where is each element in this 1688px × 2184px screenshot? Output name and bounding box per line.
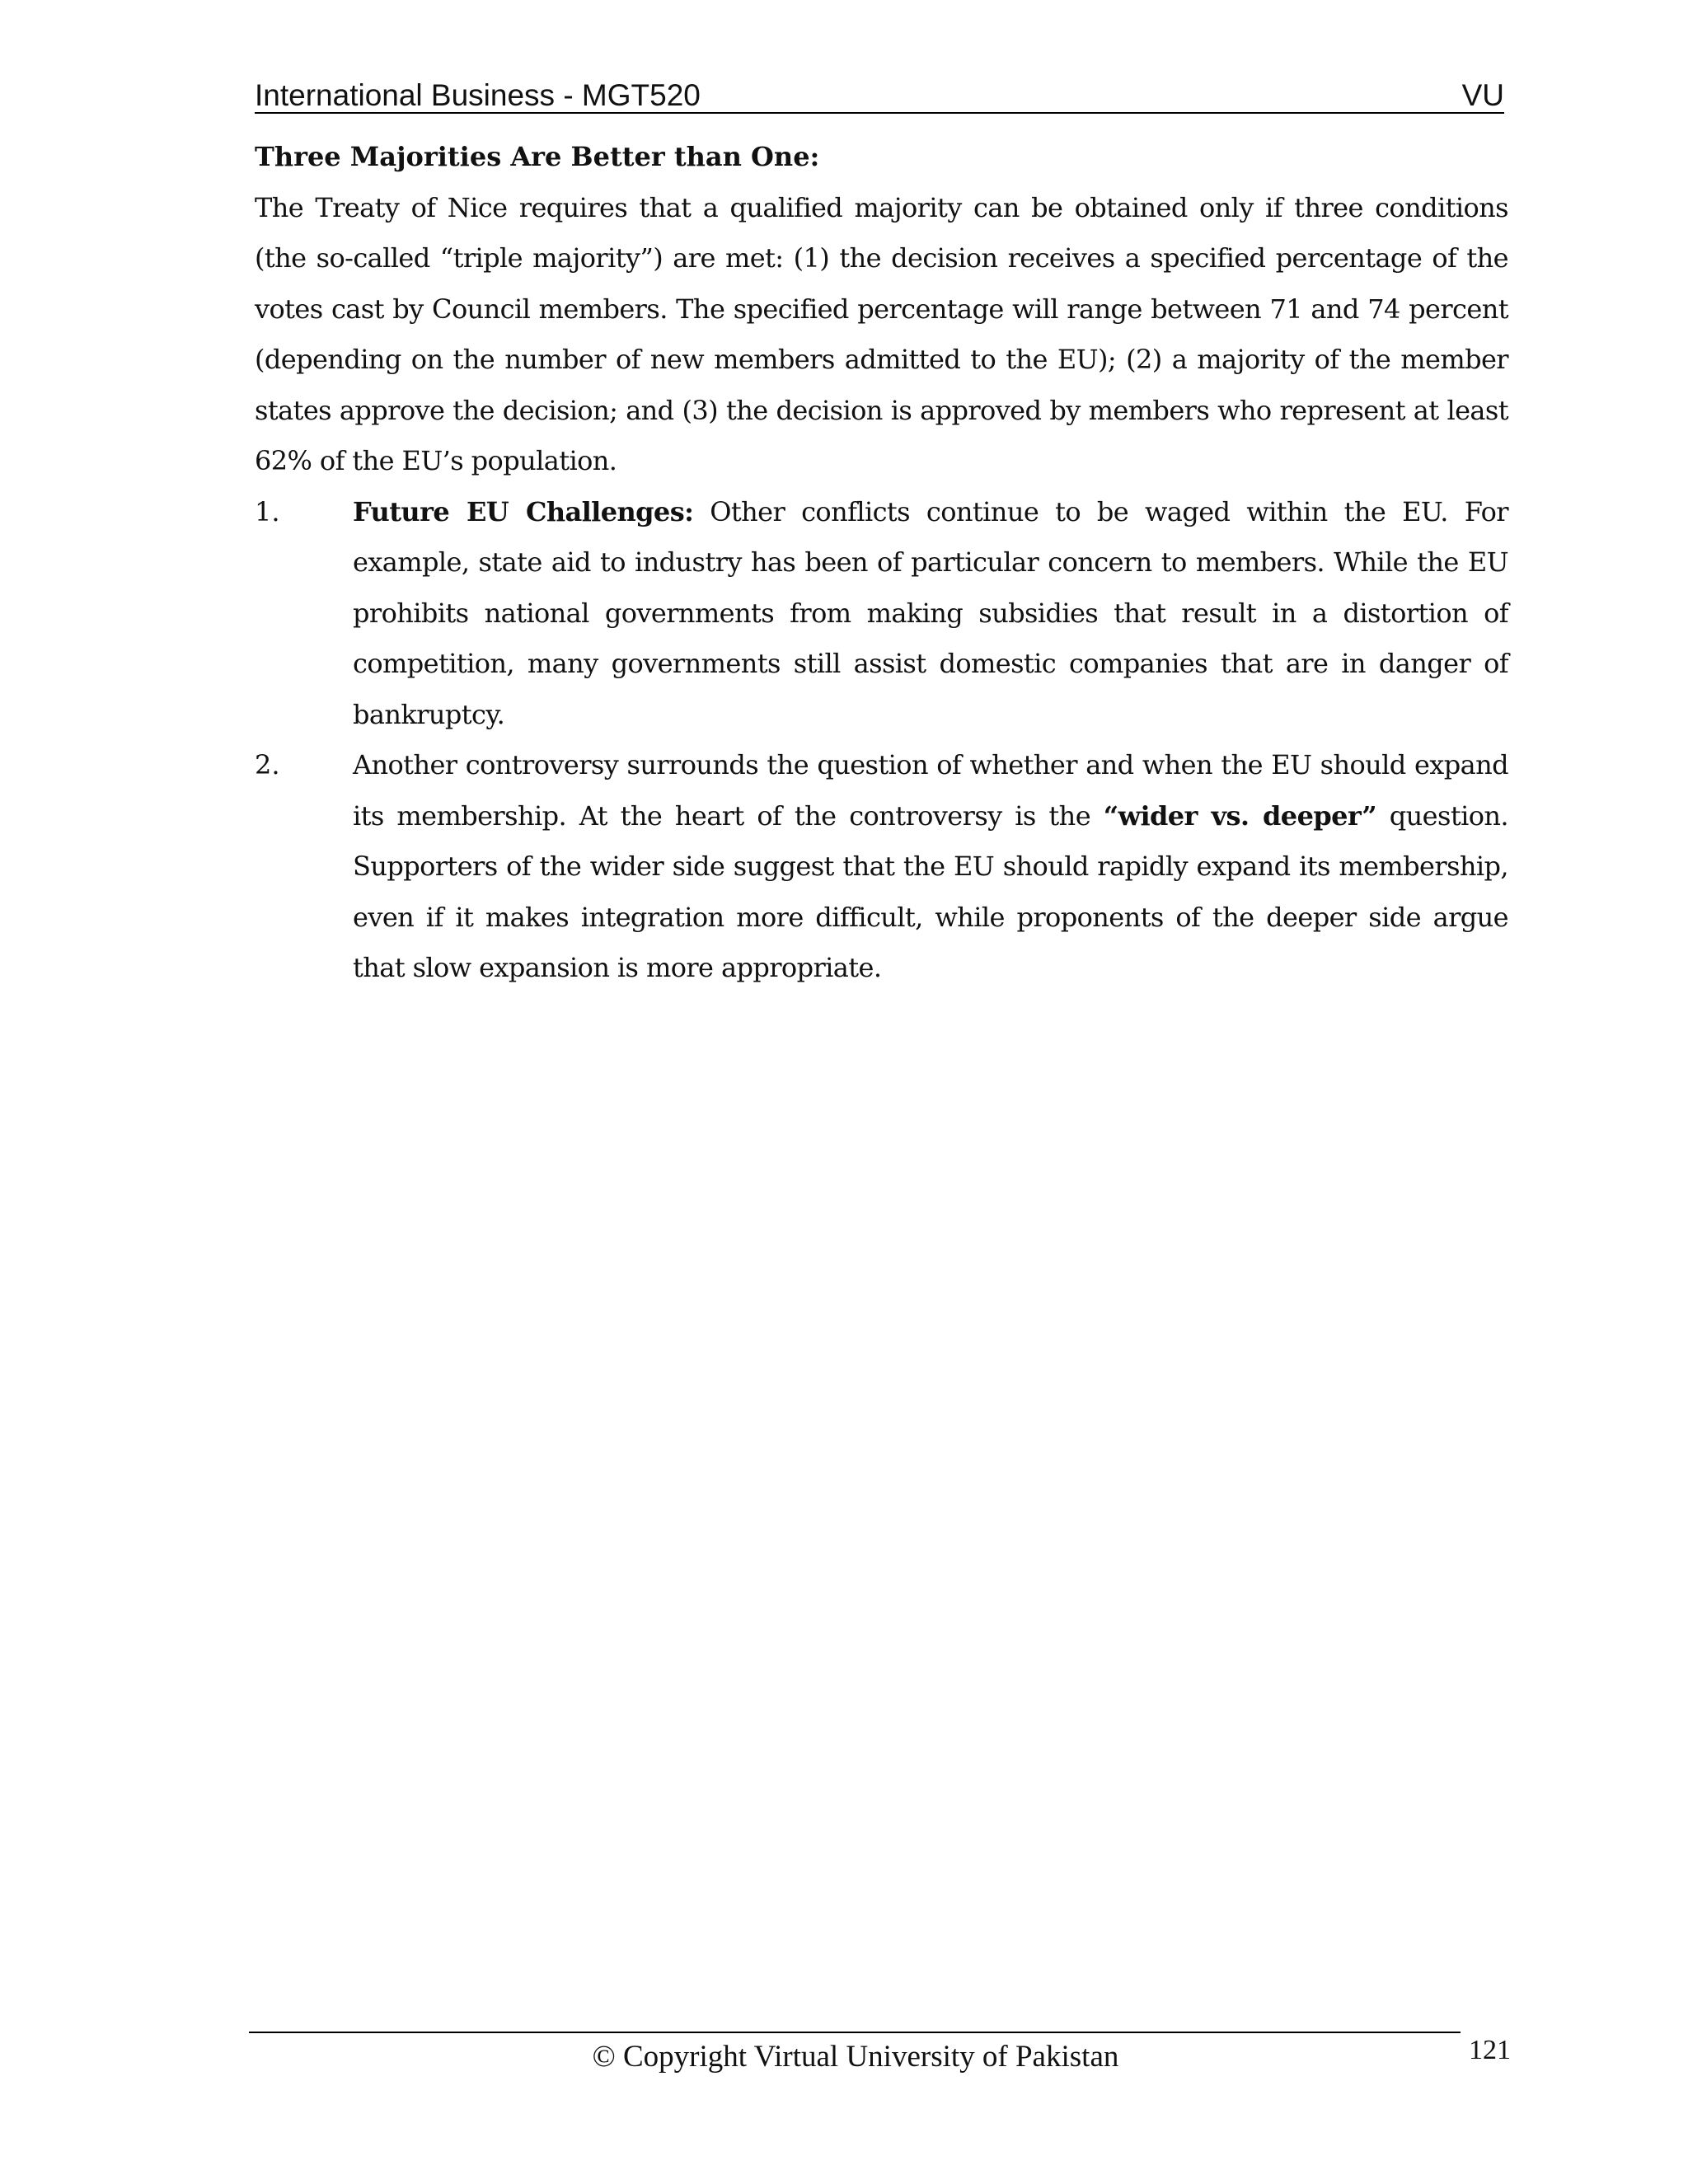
- institution-label: VU: [1461, 78, 1504, 112]
- page-header: [255, 76, 1504, 114]
- list-item-bold-lead: Future EU Challenges:: [353, 495, 694, 527]
- list-item-body-after: question. Supporters of the wider side suggest that the EU should rapidly expand its membership, even if it makes integration more difficult, while proponents of the deeper side argue that slow expansion is more appropriate.: [353, 799, 1508, 983]
- list-item-bold-phrase: “wider vs. deeper”: [1103, 799, 1377, 832]
- page-number: 121: [1469, 2035, 1511, 2065]
- footer-divider: [249, 2032, 1461, 2033]
- list-item-body-before: Another controversy surrounds the question of whether and when the EU should expand its membership. At the heart of the controversy is the: [353, 749, 1508, 832]
- section-heading: Three Majorities Are Better than One:: [255, 141, 820, 172]
- list-item-text: [353, 740, 1508, 994]
- footer-copyright: © Copyright Virtual University of Pakistan: [592, 2040, 1119, 2074]
- list-item-number: 2.: [255, 749, 280, 780]
- list-item-text: [353, 487, 1508, 741]
- course-title: International Business - MGT520: [255, 78, 701, 112]
- section-paragraph: The Treaty of Nice requires that a qualified majority can be obtained only if three conditions (the so-called “triple majority”) are met: (1) the decision receives a specified percentage of the votes cast by Council members. The specified percentage will range between 71 and 74 percent (depending on the number of new members admitted to the EU); (2) a majority of the member states approve the decision; and (3) the decision is approved by members who represent at least 62% of the EU’s population.: [255, 191, 1508, 476]
- list-item-body: Other conflicts continue to be waged within the EU. For example, state aid to industry has been of particular concern to members. While the EU prohibits national governments from making subsidies that result in a distortion of competition, many governments still assist domestic companies that are in danger of bankruptcy.: [353, 495, 1508, 730]
- document-body: [255, 132, 1508, 994]
- list-item: [255, 740, 1508, 994]
- list-item: [255, 487, 1508, 741]
- list-item-number: 1.: [255, 495, 280, 527]
